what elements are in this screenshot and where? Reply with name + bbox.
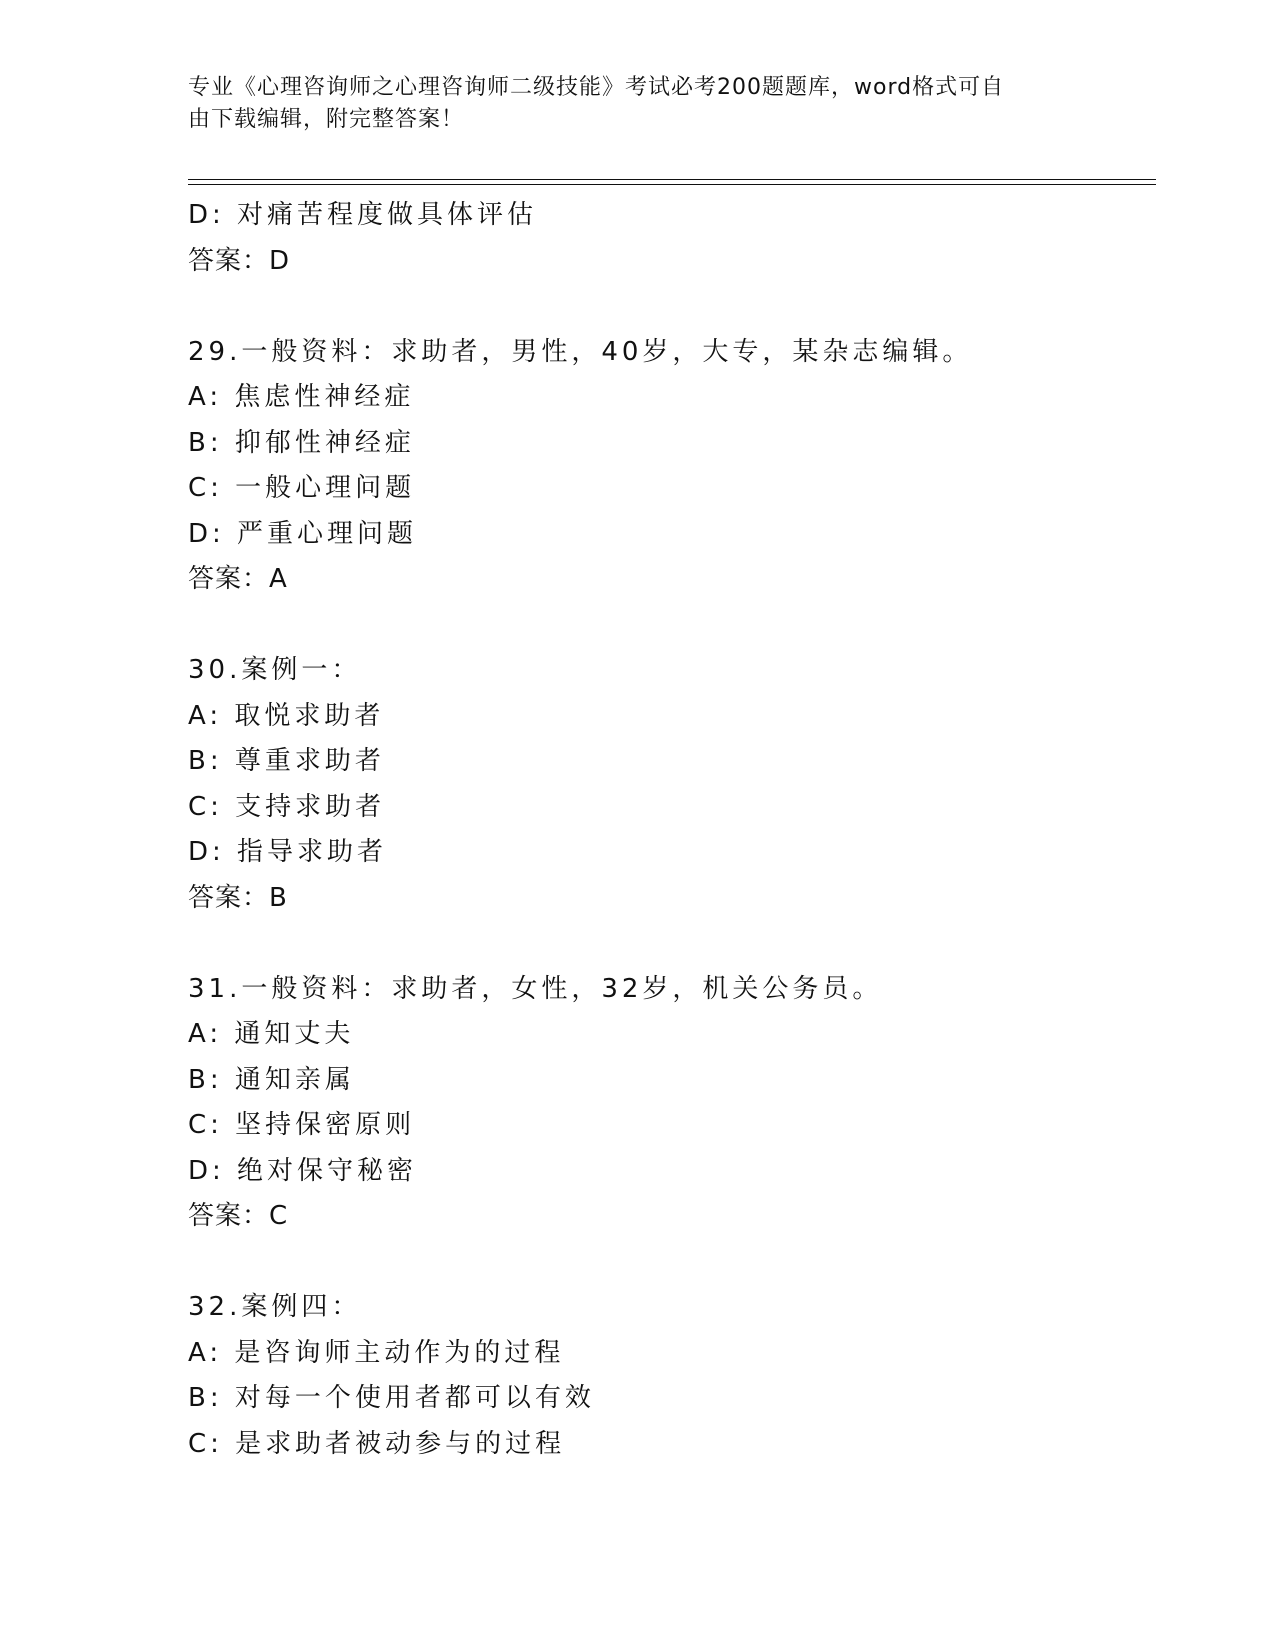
option-a: A: 焦虑性神经症: [188, 382, 415, 412]
option-d: D: 绝对保守秘密: [188, 1155, 418, 1186]
option-d: D: 严重心理问题: [188, 518, 418, 549]
question-stem: 31.一般资料：求助者，女性，32岁，机关公务员。: [188, 973, 883, 1004]
option-c: C: 一般心理问题: [188, 473, 416, 503]
option-c: C: 是求助者被动参与的过程: [188, 1428, 566, 1459]
option-b: B: 抑郁性神经症: [188, 427, 415, 458]
document-header: [188, 72, 1088, 136]
question-stem: 32.案例四：: [188, 1292, 362, 1322]
spacer: [188, 603, 1148, 649]
option-b: B: 对每一个使用者都可以有效: [188, 1383, 595, 1413]
header-line-2: 由下载编辑，附完整答案！: [188, 107, 465, 132]
answer-line: 答案：A: [188, 564, 288, 594]
answer-line: 答案：C: [188, 1201, 289, 1231]
option-b: B: 通知亲属: [188, 1064, 355, 1095]
question-stem: 30.案例一：: [188, 655, 362, 685]
header-divider-top: [188, 179, 1156, 180]
option-a: A: 通知丈夫: [188, 1019, 355, 1049]
spacer: [188, 1240, 1148, 1286]
option-c: C: 坚持保密原则: [188, 1110, 416, 1140]
option-a: A: 取悦求助者: [188, 700, 385, 731]
spacer: [188, 284, 1148, 330]
option-b: B: 尊重求助者: [188, 746, 385, 776]
question-content: [188, 193, 1148, 1467]
option-a: A: 是咨询师主动作为的过程: [188, 1337, 565, 1368]
header-line-1: 专业《心理咨询师之心理咨询师二级技能》考试必考200题题库，word格式可自: [188, 75, 1005, 100]
answer-line: 答案：D: [188, 245, 291, 276]
answer-line: 答案：B: [188, 882, 288, 913]
option-d: D: 指导求助者: [188, 837, 388, 867]
header-divider-bottom: [188, 184, 1156, 185]
option-d: D: 对痛苦程度做具体评估: [188, 200, 538, 230]
option-c: C: 支持求助者: [188, 791, 386, 822]
spacer: [188, 921, 1148, 967]
question-stem: 29.一般资料：求助者，男性，40岁，大专，某杂志编辑。: [188, 336, 973, 367]
